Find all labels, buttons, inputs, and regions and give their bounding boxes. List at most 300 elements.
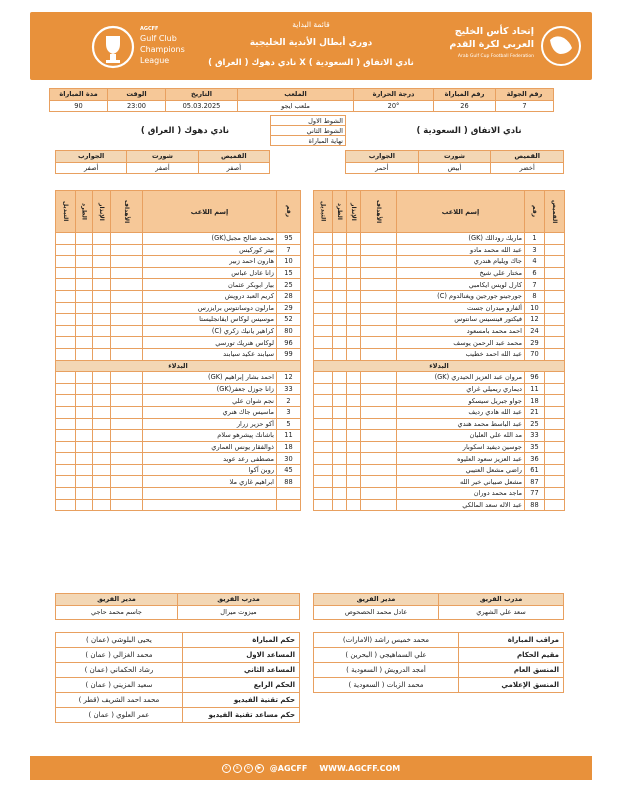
player-number: 24: [525, 325, 545, 337]
away-kit-shorts: أصفر: [127, 162, 198, 174]
player-row: [56, 348, 301, 360]
stat-cell: [76, 267, 93, 279]
match-info-value-row: [50, 100, 554, 112]
stat-cell: [76, 337, 93, 349]
stat-cell: [314, 476, 333, 488]
player-row: [56, 314, 301, 326]
player-number: 35: [525, 441, 545, 453]
stat-cell: [111, 464, 143, 476]
instagram-icon: o: [244, 764, 253, 773]
home-col-number: رقم: [531, 205, 538, 218]
stat-cell: [111, 267, 143, 279]
shirt-cell: [545, 430, 565, 442]
player-number: 45: [277, 464, 301, 476]
player-row: [56, 476, 301, 488]
stat-cell: [93, 302, 111, 314]
subs-header-row: [56, 360, 301, 372]
stat-cell: [333, 337, 347, 349]
player-name: جوسين ديفيد اسكوبار: [397, 441, 525, 453]
stat-cell: [111, 325, 143, 337]
player-name: روبن آكوا: [143, 464, 277, 476]
player-row: [314, 453, 565, 465]
social-icons: [222, 764, 264, 773]
official-row: [314, 648, 564, 663]
stat-cell: [93, 395, 111, 407]
home-lineup-header: [314, 191, 565, 233]
away-col-red: الطرد: [80, 203, 88, 220]
stat-cell: [361, 325, 397, 337]
period-second-half: الشوط الثاني: [271, 126, 346, 136]
stat-cell: [111, 302, 143, 314]
empty-row: [56, 499, 301, 511]
stat-cell: [93, 244, 111, 256]
player-row: [314, 279, 565, 291]
shirt-cell: [545, 337, 565, 349]
player-row: [56, 233, 301, 245]
stat-cell: [361, 383, 397, 395]
stat-cell: [347, 476, 361, 488]
stat-cell: [76, 233, 93, 245]
stat-cell: [111, 372, 143, 384]
player-name: ذوالفقار يونس العماري: [143, 441, 277, 453]
stat-cell: [314, 244, 333, 256]
stat-cell: [76, 383, 93, 395]
stat-cell: [56, 464, 76, 476]
stat-cell: [333, 325, 347, 337]
away-col-goals: الأهداف: [123, 199, 130, 224]
stat-cell: [347, 279, 361, 291]
footer-website[interactable]: WWW.AGCFF.COM: [319, 763, 401, 773]
stat-cell: [314, 383, 333, 395]
player-number: 77: [525, 488, 545, 500]
player-number: 1: [525, 233, 545, 245]
round-value: 7: [496, 100, 554, 112]
official-name: محمد الغزالي ( عمان ): [56, 648, 183, 663]
player-row: [314, 267, 565, 279]
shirt-cell: [545, 256, 565, 268]
gccl-line1: Gulf Club: [140, 34, 177, 43]
stat-cell: [93, 453, 111, 465]
shirt-cell: [545, 418, 565, 430]
player-number: 52: [277, 314, 301, 326]
subs-header-row: [314, 360, 565, 372]
player-name: جواو جبريل سيسكو: [397, 395, 525, 407]
player-name: عبد العزيز سعود العليوه: [397, 453, 525, 465]
player-row: [314, 337, 565, 349]
stat-cell: [76, 372, 93, 384]
player-name: محمد عبد الرحمن يوسف: [397, 337, 525, 349]
match-title: نادي الاتفاق ( السعودية ) X نادي دهوك ( العراق ): [208, 58, 414, 68]
gccl-top: AGCFF: [140, 26, 159, 32]
shirt-cell: [545, 348, 565, 360]
stat-cell: [333, 290, 347, 302]
official-role: حكم المباراة: [182, 633, 299, 648]
stat-cell: [333, 453, 347, 465]
snapchat-icon: s: [233, 764, 242, 773]
stat-cell: [314, 430, 333, 442]
x-icon: x: [222, 764, 231, 773]
stat-cell: [111, 383, 143, 395]
shirt-cell: [545, 488, 565, 500]
stat-cell: [111, 279, 143, 291]
home-kit-shirt: أخضر: [491, 162, 564, 174]
player-name: جاك ويليام هندري: [397, 256, 525, 268]
player-row: [56, 406, 301, 418]
player-row: [56, 395, 301, 407]
header-banner: [30, 12, 592, 80]
player-row: [56, 383, 301, 395]
stat-cell: [76, 279, 93, 291]
periods-table: [270, 115, 346, 146]
stat-cell: [361, 290, 397, 302]
player-number: 30: [277, 453, 301, 465]
stat-cell: [361, 464, 397, 476]
period-full-time: نهاية المباراة: [271, 136, 346, 146]
stat-cell: [361, 314, 397, 326]
stat-cell: [93, 430, 111, 442]
player-row: [56, 453, 301, 465]
official-row: [314, 633, 564, 648]
stat-cell: [347, 325, 361, 337]
stat-cell: [93, 314, 111, 326]
empty-cell: [76, 488, 93, 500]
stat-cell: [76, 302, 93, 314]
player-row: [314, 290, 565, 302]
stat-cell: [111, 337, 143, 349]
agcff-name-line3: Arab Gulf Cup Football Federation: [457, 54, 534, 59]
home-staff-table: [313, 593, 564, 620]
stat-cell: [76, 418, 93, 430]
stat-cell: [93, 476, 111, 488]
player-row: [56, 464, 301, 476]
player-number: 11: [525, 383, 545, 395]
player-row: [56, 290, 301, 302]
player-row: [314, 441, 565, 453]
player-name: مشعل صبياني خير الله: [397, 476, 525, 488]
official-role: المساعد الاول: [182, 648, 299, 663]
stat-cell: [93, 464, 111, 476]
shirt-cell: [545, 406, 565, 418]
player-row: [314, 256, 565, 268]
player-number: 2: [277, 395, 301, 407]
away-kit-shirt: أصفر: [198, 162, 269, 174]
stat-cell: [76, 325, 93, 337]
away-lineup-table: [55, 190, 301, 511]
stat-cell: [111, 476, 143, 488]
stat-cell: [314, 302, 333, 314]
shirt-cell: [545, 441, 565, 453]
duration-value: 90: [50, 100, 108, 112]
player-name: ابراهيم غازي ملا: [143, 476, 277, 488]
stadium-header: الملعب: [238, 89, 354, 101]
official-role: المنسق العام: [459, 663, 564, 678]
player-row: [314, 372, 565, 384]
home-team-name: نادي الاتفاق ( السعودية ): [416, 126, 522, 136]
stat-cell: [111, 244, 143, 256]
stat-cell: [76, 430, 93, 442]
stat-cell: [111, 406, 143, 418]
player-number: 6: [525, 267, 545, 279]
stat-cell: [56, 372, 76, 384]
player-name: موسيس لوكاس ايفانجليستا: [143, 314, 277, 326]
player-row: [56, 244, 301, 256]
stat-cell: [347, 348, 361, 360]
player-name: سيابند عكيد سيابند: [143, 348, 277, 360]
away-col-yellow: الإنذار: [98, 202, 105, 221]
empty-cell: [143, 499, 277, 511]
official-role: حكم تقنية الفيديو: [182, 693, 299, 708]
stat-cell: [361, 499, 397, 511]
official-name: يحيى البلوشي (عمان ): [56, 633, 183, 648]
home-kit-shirt-header: القميص: [491, 151, 564, 163]
shirt-cell: [545, 267, 565, 279]
player-number: 25: [277, 279, 301, 291]
away-staff-table: [55, 593, 300, 620]
player-row: [314, 348, 565, 360]
player-name: آكو حزير زرار: [143, 418, 277, 430]
player-number: 12: [525, 314, 545, 326]
stat-cell: [93, 325, 111, 337]
stat-cell: [347, 488, 361, 500]
player-number: 80: [277, 325, 301, 337]
shirt-cell: [545, 372, 565, 384]
stat-cell: [333, 314, 347, 326]
stat-cell: [314, 233, 333, 245]
stat-cell: [314, 372, 333, 384]
player-name: عبد الله احمد خطيب: [397, 348, 525, 360]
stat-cell: [333, 279, 347, 291]
stat-cell: [361, 244, 397, 256]
stat-cell: [347, 244, 361, 256]
player-number: 7: [525, 279, 545, 291]
stat-cell: [111, 430, 143, 442]
temperature-value: 20°: [354, 100, 434, 112]
home-col-goals: الأهداف: [375, 199, 382, 224]
stat-cell: [76, 441, 93, 453]
stat-cell: [314, 395, 333, 407]
shirt-cell: [545, 314, 565, 326]
official-row: [56, 708, 300, 723]
stat-cell: [314, 348, 333, 360]
stat-cell: [333, 464, 347, 476]
player-name: هارون احمد زبير: [143, 256, 277, 268]
shirt-cell: [545, 302, 565, 314]
home-kit-socks: أحمر: [346, 162, 419, 174]
stat-cell: [314, 453, 333, 465]
shirt-cell: [545, 499, 565, 511]
stat-cell: [93, 256, 111, 268]
match-number-header: رقم المباراة: [434, 89, 496, 101]
empty-cell: [111, 499, 143, 511]
player-row: [56, 256, 301, 268]
stat-cell: [56, 233, 76, 245]
stat-cell: [347, 233, 361, 245]
player-row: [314, 430, 565, 442]
official-role: الحكم الرابع: [182, 678, 299, 693]
stat-cell: [76, 453, 93, 465]
player-number: 29: [277, 302, 301, 314]
player-name: نجم شوان علي: [143, 395, 277, 407]
agcff-name-line1: إتحاد كأس الخليج: [454, 26, 534, 37]
player-name: بيار ابوبكر عثمان: [143, 279, 277, 291]
stat-cell: [111, 395, 143, 407]
stat-cell: [361, 395, 397, 407]
stat-cell: [111, 453, 143, 465]
home-manager: عادل محمد الحصحوص: [314, 605, 439, 619]
stat-cell: [314, 337, 333, 349]
empty-cell: [56, 499, 76, 511]
stat-cell: [76, 395, 93, 407]
official-role: المساعد الثاني: [182, 663, 299, 678]
away-kit-socks: أصفر: [56, 162, 127, 174]
stat-cell: [361, 418, 397, 430]
player-number: 4: [525, 256, 545, 268]
player-name: زانا عادل عباس: [143, 267, 277, 279]
player-number: 96: [525, 372, 545, 384]
competition-name: دوري أبطال الأندية الخليجية: [249, 38, 373, 48]
player-name: جورجينو جورجين ويغنالدوم (C): [397, 290, 525, 302]
player-name: محمد صالح مجبل(GK): [143, 233, 277, 245]
player-number: 88: [525, 499, 545, 511]
time-value: 23:00: [108, 100, 166, 112]
stat-cell: [314, 418, 333, 430]
player-name: احمد بشار إبراهيم (GK): [143, 372, 277, 384]
player-number: 29: [525, 337, 545, 349]
stat-cell: [314, 290, 333, 302]
player-number: 10: [277, 256, 301, 268]
empty-cell: [76, 499, 93, 511]
stat-cell: [347, 372, 361, 384]
stat-cell: [361, 488, 397, 500]
player-number: 11: [277, 430, 301, 442]
player-number: 99: [277, 348, 301, 360]
stat-cell: [347, 337, 361, 349]
official-row: [314, 663, 564, 678]
stat-cell: [111, 441, 143, 453]
away-coach-header: مدرب الفريق: [178, 594, 300, 606]
date-value: 05.03.2025: [166, 100, 238, 112]
round-header: رقم الجولة: [496, 89, 554, 101]
stat-cell: [76, 256, 93, 268]
empty-cell: [277, 488, 301, 500]
player-row: [56, 279, 301, 291]
official-name: عمر العلوي ( عمان ): [56, 708, 183, 723]
shirt-cell: [545, 325, 565, 337]
stat-cell: [93, 372, 111, 384]
player-row: [56, 325, 301, 337]
stat-cell: [333, 406, 347, 418]
stat-cell: [93, 418, 111, 430]
stat-cell: [333, 488, 347, 500]
away-kit-socks-header: الجوارب: [56, 151, 127, 163]
stadium-value: ملعب ايجو: [238, 100, 354, 112]
home-kit-socks-header: الجوارب: [346, 151, 419, 163]
stat-cell: [93, 441, 111, 453]
shirt-cell: [545, 233, 565, 245]
player-row: [314, 383, 565, 395]
stat-cell: [56, 395, 76, 407]
player-number: 36: [525, 453, 545, 465]
stat-cell: [361, 267, 397, 279]
stat-cell: [111, 314, 143, 326]
stat-cell: [347, 430, 361, 442]
stat-cell: [333, 244, 347, 256]
player-name: ماجد محمد دوران: [397, 488, 525, 500]
match-info-table: [49, 88, 554, 112]
home-col-yellow: الإنذار: [350, 202, 357, 221]
away-kit-shorts-header: شورت: [127, 151, 198, 163]
away-coach: ميزوت ميرال: [178, 605, 300, 619]
player-number: 18: [277, 441, 301, 453]
stat-cell: [333, 499, 347, 511]
stat-cell: [361, 406, 397, 418]
stat-cell: [361, 348, 397, 360]
away-col-sub: التبديل: [62, 201, 69, 222]
stat-cell: [93, 267, 111, 279]
match-info-header-row: [50, 89, 554, 101]
gccl-logo: [90, 18, 190, 74]
official-role: مقيم الحكام: [459, 648, 564, 663]
player-number: 3: [277, 406, 301, 418]
official-row: [56, 633, 300, 648]
stat-cell: [314, 267, 333, 279]
stat-cell: [333, 348, 347, 360]
stat-cell: [361, 256, 397, 268]
subs-label: البدلاء: [56, 360, 301, 372]
stat-cell: [333, 418, 347, 430]
stat-cell: [361, 337, 397, 349]
player-number: 28: [277, 290, 301, 302]
player-row: [314, 464, 565, 476]
footer-banner: [30, 756, 592, 780]
official-row: [56, 648, 300, 663]
stat-cell: [111, 290, 143, 302]
stat-cell: [56, 290, 76, 302]
shirt-cell: [545, 453, 565, 465]
agcff-name-line2: العربي لكرة القدم: [449, 39, 534, 50]
stat-cell: [76, 464, 93, 476]
stat-cell: [314, 464, 333, 476]
stat-cell: [361, 302, 397, 314]
empty-row: [56, 488, 301, 500]
player-number: 95: [277, 233, 301, 245]
stat-cell: [361, 453, 397, 465]
player-name: احمد محمد بامسعود: [397, 325, 525, 337]
stat-cell: [347, 290, 361, 302]
player-name: عبد الاله سعد المالكي: [397, 499, 525, 511]
away-col-number: رقم: [285, 205, 292, 218]
stat-cell: [347, 418, 361, 430]
stat-cell: [314, 256, 333, 268]
home-kit-table: [345, 150, 564, 174]
youtube-icon: ▶: [255, 764, 264, 773]
player-name: باشانك پيشرهو سلام: [143, 430, 277, 442]
player-row: [56, 302, 301, 314]
official-row: [314, 678, 564, 693]
stat-cell: [111, 348, 143, 360]
official-name: محمد خميس راشد (الامارات): [314, 633, 459, 648]
player-name: مصطفى رعد عويد: [143, 453, 277, 465]
match-officials-left: [55, 632, 300, 723]
player-row: [314, 488, 565, 500]
stat-cell: [93, 348, 111, 360]
gccl-line2: Champions: [140, 45, 185, 54]
player-name: مارلون دوسانتوس برايزرس: [143, 302, 277, 314]
away-lineup-header: [56, 191, 301, 233]
player-row: [56, 337, 301, 349]
home-col-sub: التبديل: [319, 201, 327, 222]
subs-label: البدلاء: [314, 360, 565, 372]
